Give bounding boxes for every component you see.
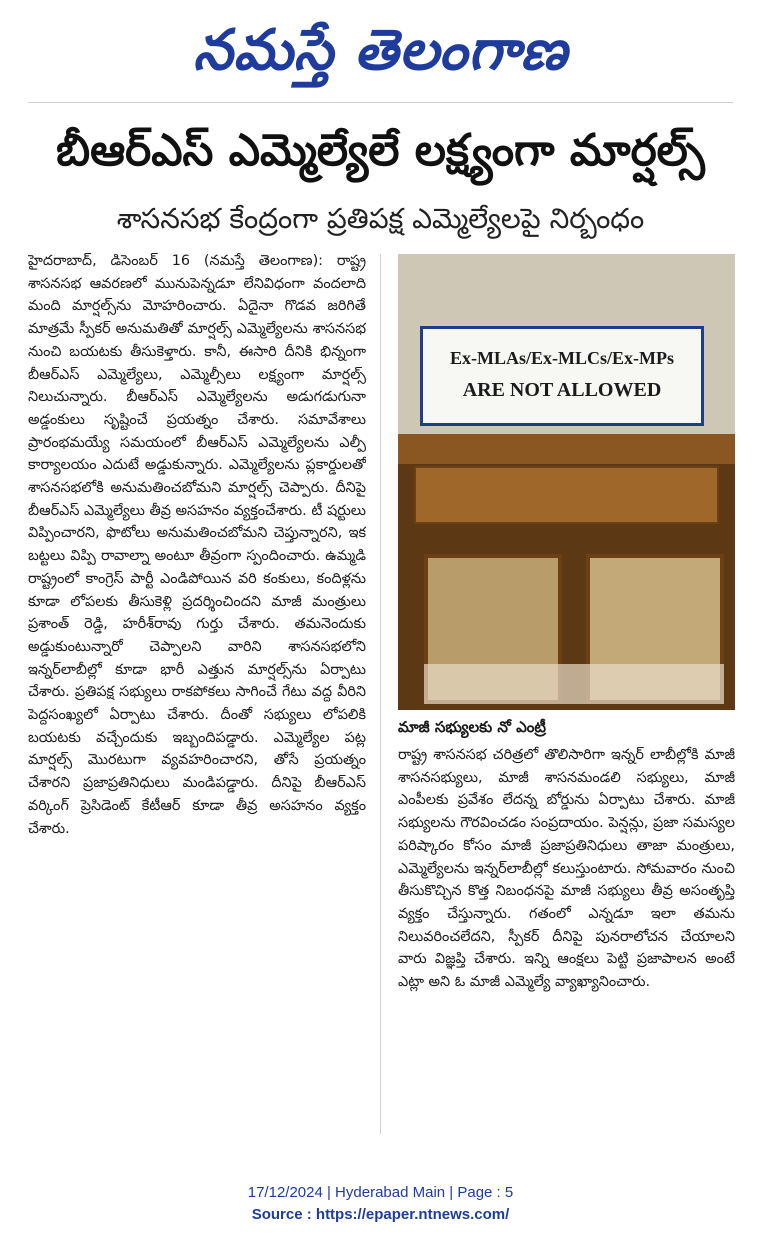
photo-sign-line1: Ex-MLAs/Ex-MLCs/Ex-MPs [450, 348, 674, 368]
footer-edition-info: 17/12/2024 | Hyderabad Main | Page : 5 [247, 1184, 514, 1201]
masthead-title: నమస్తే తెలంగాణ [193, 18, 568, 83]
article-photo [398, 254, 735, 710]
article-headline: బీఆర్ఎస్ ఎమ్మెల్యేలే లక్ష్యంగా మార్షల్స్ [56, 125, 705, 176]
photo-sign [420, 326, 704, 426]
masthead-divider [28, 102, 733, 103]
photo-door-panel [414, 466, 719, 524]
article-body-left: హైదరాబాద్, డిసెంబర్ 16 (నమస్తే తెలంగాణ): రాష్ట్ర శాసనసభ ఆవరణలో మునుపెన్నడూ లేనివిధంగా వందలాది మంది మార్షల్స్‌ను మోహరించారు. ఏదైనా గొడవ జరిగితే మాత్రమే స్పీకర్ అనుమతితో మార్షల్స్ ఎమ్మెల్యేలను శాసనసభ నుంచి బయటకు తీసుకెళ్తారు. కానీ, ఈసారి దీనికి భిన్నంగా బీఆర్ఎస్ ఎమ్మెల్యేలు, ఎమ్మెల్సీలు లక్ష్యంగా మార్షల్స్ నిలుచున్నారు. బీఆర్ఎస్ ఎమ్మెల్యేలను అడుగడుగునా అడ్డంకులు సృష్టించే ప్రయత్నం చేశారు. సమావేశాలు ప్రారంభమయ్యే సమయంలో బీఆర్ఎస్ ఎమ్మెల్యేలను ఎల్పీ కార్యాలయం ఎదుటే అడ్డుకున్నారు. ఎమ్మెల్యేలను ప్లకార్డులతో శాసనసభలోకి అనుమతించబోమని మార్షల్స్ చెప్పారు. దీనిపై బీఆర్ఎస్ ఎమ్మెల్యేలు తీవ్ర అసహనం వ్యక్తంచేశారు. టీ షర్టులు విప్పించారని, ఫొటోలు అనుమతించబోమని చెప్తున్నారని, ఇక బట్టలు విప్పి రావాల్నా అంటూ తీవ్రంగా స్పందించారు. ఉమ్మడి రాష్ట్రంలో కాంగ్రెస్ పార్టీ ఎండిపోయిన వరి కంకులు, కందిళ్లను కూడా లోపలకు తీసుకెళ్లి ప్రదర్శించిందని మాజీ మంత్రులు ప్రశాంత్ రెడ్డి, హరీశ్‌రావు గుర్తు చేశారు. తమనెందుకు అడ్డుకుంటున్నారో చెప్పాలని వారిని శాసనసభలోని ఇన్నర్‌లాబీల్లో కూడా భారీ ఎత్తున మార్షల్స్‌ను ఏర్పాటు చేశారు. ప్రతిపక్ష సభ్యులు రాకపోకలు సాగించే గేటు వద్ద వీరిని పెద్దసంఖ్యలో ఏర్పాటు చేశారు. దీంతో సభ్యులు లోపలికి బయటకు వచ్చేందుకు ఇబ్బందిపడ్డారు. ఎమ్మెల్యేల పట్ల మార్షల్స్ మొరటుగా వ్యవహరించారని, తోసే ప్రయత్నం చేశారని ప్రజాప్రతినిధులు మండిపడ్డారు. దీనిపై బీఆర్ఎస్ వర్కింగ్ ప్రెసిడెంట్ కేటీఆర్ కూడా తీవ్ర అసహనం వ్యక్తం చేశారు. [28, 253, 366, 837]
photo-caption: మాజీ సభ్యులకు నో ఎంట్రీ [398, 718, 546, 736]
photo-sign-line2: ARE NOT ALLOWED [462, 379, 662, 401]
photo-floor-reflection [424, 664, 724, 704]
photo-door-frame [398, 434, 735, 464]
article-subheadline: శాసనసభ కేంద్రంగా ప్రతిపక్ష ఎమ్మెల్యేలపై నిర్బంధం [116, 202, 645, 235]
column-divider [380, 254, 381, 1134]
footer-source-link[interactable]: Source : https://epaper.ntnews.com/ [251, 1206, 510, 1223]
article-body-right: రాష్ట్ర శాసనసభ చరిత్రలో తొలిసారిగా ఇన్నర్ లాబీల్లోకి మాజీ శాసనసభ్యులు, మాజీ శాసనమండలి సభ్యులు, మాజీ ఎంపీలకు ప్రవేశం లేదన్న బోర్డును ఏర్పాటు చేశారు. మాజీ సభ్యులను గౌరవించడం సంప్రదాయం. పెన్షన్లు, ప్రజా సమస్యల పరిష్కారం కోసం మాజీ ప్రజాప్రతినిధులు తాజా మంత్రులు, ఎమ్మెల్యేలను ఇన్నర్‌లాబీల్లో కలుస్తుంటారు. సోమవారం నుంచి తీసుకొచ్చిన కొత్త నిబంధనపై మాజీ సభ్యులు తీవ్ర అసంతృప్తి వ్యక్తం చేస్తున్నారు. గతంలో ఎన్నడూ ఇలా తమను నిలువరించలేదని, స్పీకర్ దీనిపై పునరాలోచన చేయాలని వారు విజ్ఞప్తి చేశారు. ఇన్ని ఆంక్షలు పెట్టి ప్రజాపాలన అంటే ఎట్లా అని ఓ మాజీ ఎమ్మెల్యే వ్యాఖ్యానించారు. [398, 747, 735, 991]
